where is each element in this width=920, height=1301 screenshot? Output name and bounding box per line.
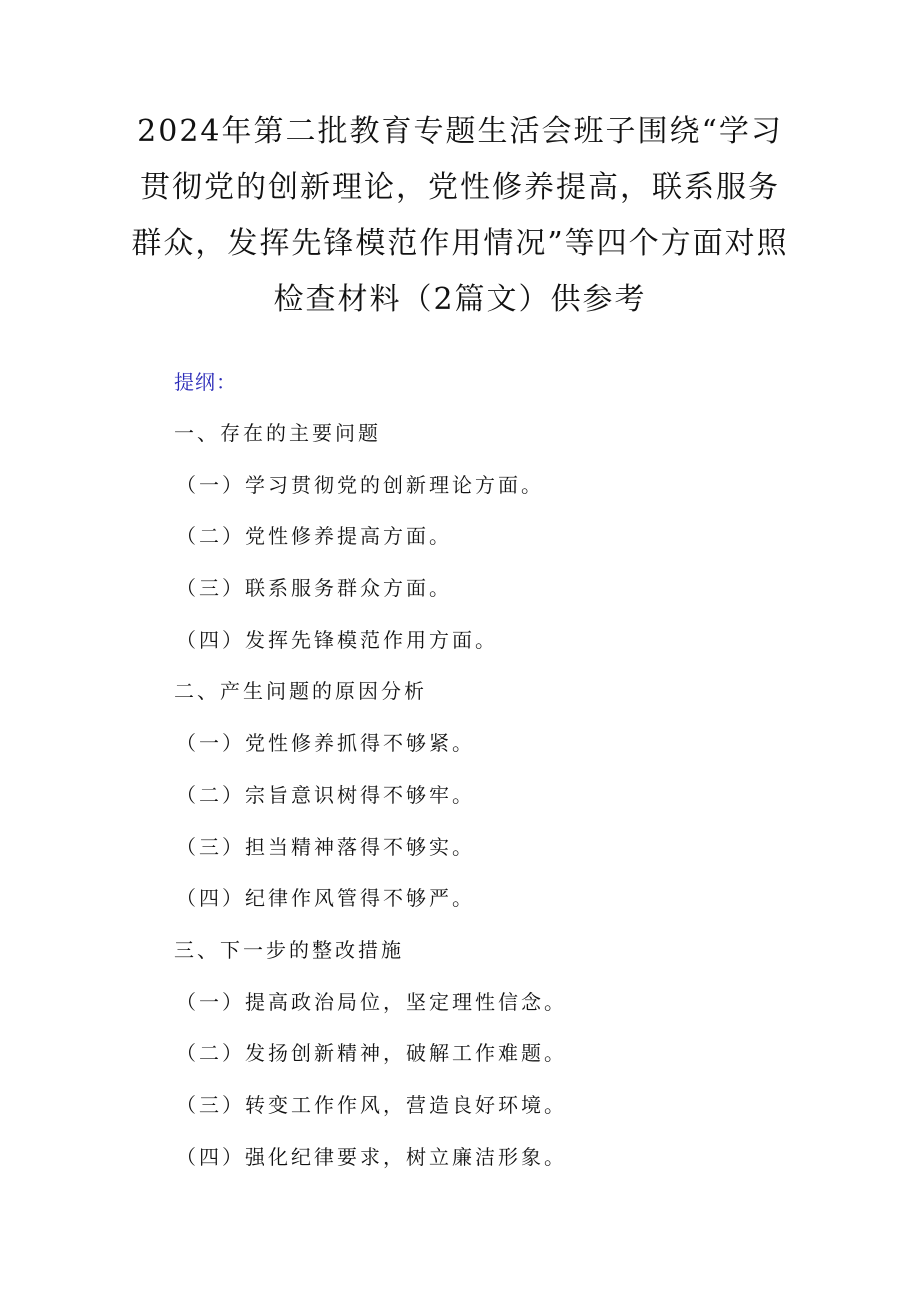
outline-item: （二）党性修养提高方面。 [176,524,452,549]
outline-section [174,356,814,1183]
section-heading: 一、存在的主要问题 [174,421,381,445]
outline-item: （二）发扬创新精神，破解工作难题。 [176,1041,567,1066]
outline-item: （一）学习贯彻党的创新理论方面。 [176,472,544,497]
document-title: 2024年第二批教育专题生活会班子围绕“学习贯彻党的创新理论，党性修养提高，联系服务群众，发挥先锋模范作用情况”等四个方面对照检查材料（2篇文）供参考 [131,114,789,317]
outline-item: （四）强化纪律要求，树立廉洁形象。 [176,1144,567,1169]
outline-item: （二）宗旨意识树得不够牢。 [176,782,475,807]
outline-item: （四）发挥先锋模范作用方面。 [176,627,498,652]
outline-label: 提纲： [174,370,237,394]
section-heading: 三、下一步的整改措施 [174,937,404,962]
outline-item: （一）提高政治局位，坚定理性信念。 [176,989,567,1014]
outline-item: （三）担当精神落得不够实。 [176,834,475,859]
outline-item: （四）纪律作风管得不够严。 [176,886,475,911]
outline-item: （一）党性修养抓得不够紧。 [176,731,475,756]
outline-item: （三）联系服务群众方面。 [176,576,452,601]
outline-item: （三）转变工作作风，营造良好环境。 [176,1092,567,1117]
section-heading: 二、产生问题的原因分析 [174,679,427,704]
